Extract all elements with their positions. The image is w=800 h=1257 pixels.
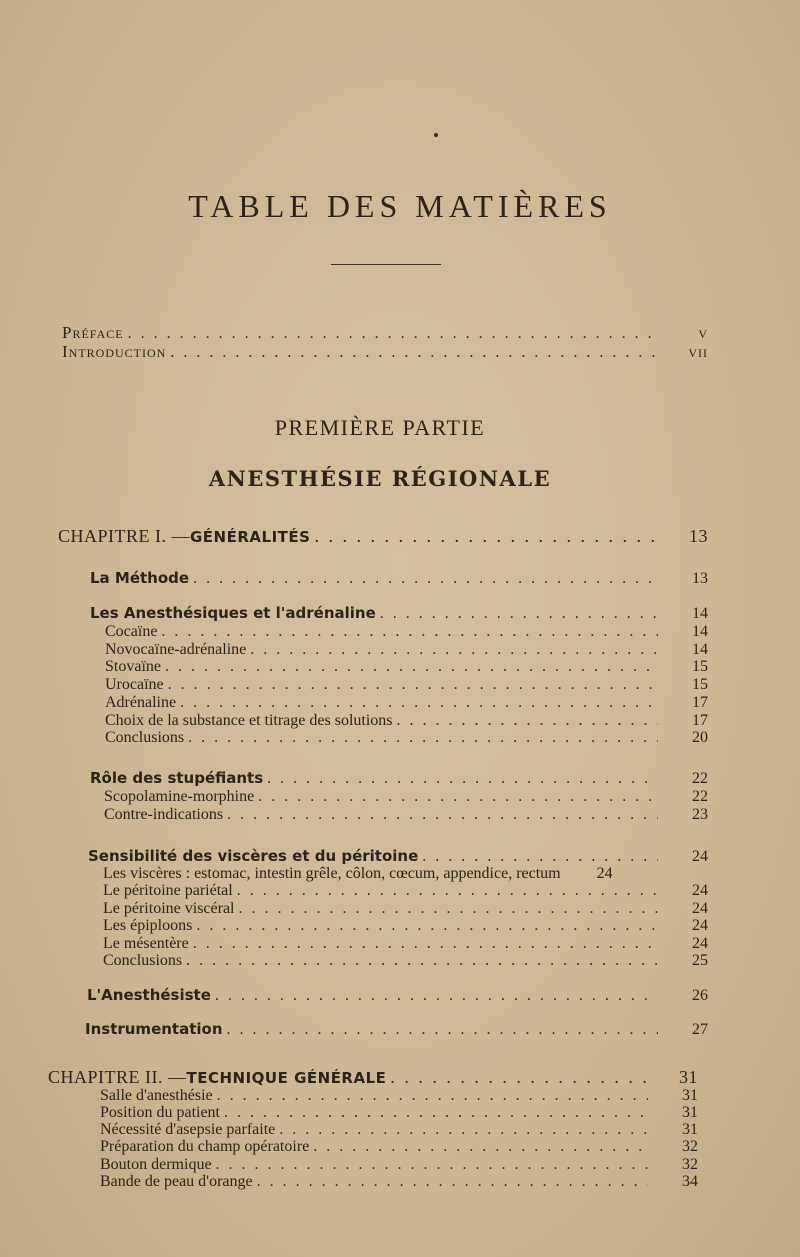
toc-page: 31: [682, 1104, 698, 1121]
leader-dots: [184, 729, 658, 746]
leader-dots: [418, 848, 658, 865]
toc-label: Adrénaline: [105, 694, 177, 711]
toc-row-preface: [62, 324, 708, 342]
toc-page: 27: [692, 1021, 708, 1038]
leader-dots: [310, 528, 658, 545]
toc-row: [105, 729, 708, 746]
chapter-name: GÉNÉRALITÉS: [190, 528, 311, 546]
toc-label: Cocaïne: [105, 623, 158, 640]
toc-row: [105, 641, 708, 658]
leader-dots: [161, 658, 658, 675]
toc-label: Conclusions: [103, 952, 183, 969]
leader-dots: [376, 605, 658, 622]
toc-row-chapter-2: [48, 1069, 698, 1087]
toc-page: v: [698, 323, 708, 342]
leader-dots: [393, 712, 659, 729]
toc-label: Contre-indications: [104, 806, 224, 823]
toc-page: 22: [692, 770, 708, 787]
toc-page: 17: [692, 694, 708, 711]
leader-dots: [212, 1156, 648, 1173]
toc-page: 26: [692, 987, 708, 1004]
part-heading: PREMIÈRE PARTIE: [274, 415, 486, 440]
toc-label: L'Anesthésiste: [87, 986, 211, 1004]
toc-page: 32: [682, 1138, 698, 1155]
toc-page: 24: [692, 848, 708, 865]
ink-dot: [434, 133, 438, 137]
toc-row: [100, 1156, 698, 1173]
toc-page: 32: [682, 1156, 698, 1173]
leader-dots: [192, 917, 658, 934]
toc-page: 34: [682, 1173, 698, 1190]
leader-dots: [233, 882, 658, 899]
toc-page: 14: [692, 623, 708, 640]
leader-dots: [211, 987, 658, 1004]
toc-page: 31: [682, 1087, 698, 1104]
title-rule: [331, 264, 441, 265]
toc-row: [103, 952, 708, 969]
leader-dots: [189, 570, 658, 587]
toc-label: Stovaïne: [105, 658, 161, 675]
toc-page: 14: [692, 605, 708, 622]
toc-label: Salle d'anesthésie: [100, 1087, 213, 1104]
chapter-prefix: CHAPITRE II. —: [48, 1067, 187, 1087]
toc-page: 24: [692, 917, 708, 934]
toc-label: Nécessité d'asepsie parfaite: [100, 1121, 276, 1138]
toc-row: [100, 1104, 698, 1121]
toc-page: 13: [692, 570, 708, 587]
toc-label: Les épiploons: [103, 917, 193, 934]
toc-label: Les viscères : estomac, intestin grêle, côlon, cœcum, appendice, rectum: [103, 865, 561, 882]
toc-row: [103, 882, 708, 899]
toc-row: [100, 1173, 698, 1190]
toc-page: 31: [679, 1067, 698, 1087]
toc-page: 14: [692, 641, 708, 658]
toc-row: [105, 694, 708, 711]
toc-label: Le péritoine pariétal: [103, 882, 233, 899]
toc-page: 20: [692, 729, 708, 746]
leader-dots: [246, 641, 658, 658]
page-title: TABLE DES MATIÈRES: [188, 188, 612, 224]
toc-row-introduction: [62, 343, 708, 361]
toc-page: 31: [682, 1121, 698, 1138]
toc-row-chapter-1: [58, 528, 708, 546]
toc-page: 15: [692, 658, 708, 675]
toc-label: Position du patient: [100, 1104, 220, 1121]
toc-label: Urocaïne: [105, 676, 164, 693]
toc-label: Préface: [62, 323, 124, 342]
leader-dots: [386, 1069, 648, 1086]
toc-row-sensibilite: [88, 848, 708, 865]
toc-row-instrumentation: [85, 1021, 708, 1038]
toc-label: Sensibilité des viscères et du péritoine: [88, 847, 419, 865]
toc-label: Conclusions: [105, 729, 185, 746]
toc-label: Bande de peau d'orange: [100, 1173, 253, 1190]
toc-label: Rôle des stupéfiants: [90, 769, 264, 787]
toc-label: Introduction: [62, 342, 167, 361]
toc-row: [105, 676, 708, 693]
toc-row-anesthesiques: [90, 605, 708, 622]
toc-label: Le péritoine viscéral: [103, 900, 235, 917]
toc-page: 24: [596, 865, 613, 882]
toc-row: [100, 1138, 698, 1155]
leader-dots: [253, 1173, 648, 1190]
toc-page: 25: [692, 952, 708, 969]
leader-dots: [213, 1087, 648, 1104]
toc-label: Le mésentère: [103, 935, 189, 952]
part-subheading: ANESTHÉSIE RÉGIONALE: [208, 466, 552, 491]
toc-page: 13: [689, 526, 708, 546]
toc-label: Bouton dermique: [100, 1156, 212, 1173]
toc-row: [105, 712, 708, 729]
toc-row-methode: [90, 570, 708, 587]
toc-row: [103, 865, 708, 882]
toc-row-stupefiants: [90, 770, 708, 787]
leader-dots: [182, 952, 658, 969]
toc-page: 24: [692, 882, 708, 899]
leader-dots: [176, 694, 658, 711]
leader-dots: [309, 1138, 648, 1155]
toc-row: [105, 623, 708, 640]
leader-dots: [164, 676, 658, 693]
leader-dots: [220, 1104, 648, 1121]
leader-dots: [254, 788, 658, 805]
toc-page: 17: [692, 712, 708, 729]
toc-label: Instrumentation: [85, 1020, 223, 1038]
toc-page: 22: [692, 788, 708, 805]
chapter-name: TECHNIQUE GÉNÉRALE: [186, 1069, 387, 1087]
leader-dots: [124, 325, 658, 342]
toc-page: 15: [692, 676, 708, 693]
leader-dots: [235, 900, 659, 917]
toc-row: [105, 658, 708, 675]
toc-label: Novocaïne-adrénaline: [105, 641, 247, 658]
toc-row: [103, 917, 708, 934]
chapter-prefix: CHAPITRE I. —: [58, 526, 190, 546]
toc-row: [104, 788, 708, 805]
leader-dots: [166, 344, 658, 361]
toc-page: vii: [688, 342, 708, 361]
leader-dots: [157, 623, 658, 640]
leader-dots: [189, 935, 658, 952]
toc-row-anesthesiste: [87, 987, 708, 1004]
toc-label: Scopolamine-morphine: [104, 788, 255, 805]
toc-label: Préparation du champ opératoire: [100, 1138, 310, 1155]
toc-row: [103, 935, 708, 952]
leader-dots: [263, 770, 658, 787]
toc-page: 23: [692, 806, 708, 823]
toc-row: [104, 806, 708, 823]
toc-page: 24: [692, 935, 708, 952]
toc-row: [100, 1087, 698, 1104]
toc-row: [100, 1121, 698, 1138]
toc-row: [103, 900, 708, 917]
toc-label: Les Anesthésiques et l'adrénaline: [90, 604, 376, 622]
toc-page: 24: [692, 900, 708, 917]
leader-dots: [275, 1121, 648, 1138]
toc-label: Choix de la substance et titrage des solutions: [105, 712, 393, 729]
leader-dots: [223, 1021, 658, 1038]
toc-label: La Méthode: [90, 569, 190, 587]
leader-dots: [223, 806, 658, 823]
